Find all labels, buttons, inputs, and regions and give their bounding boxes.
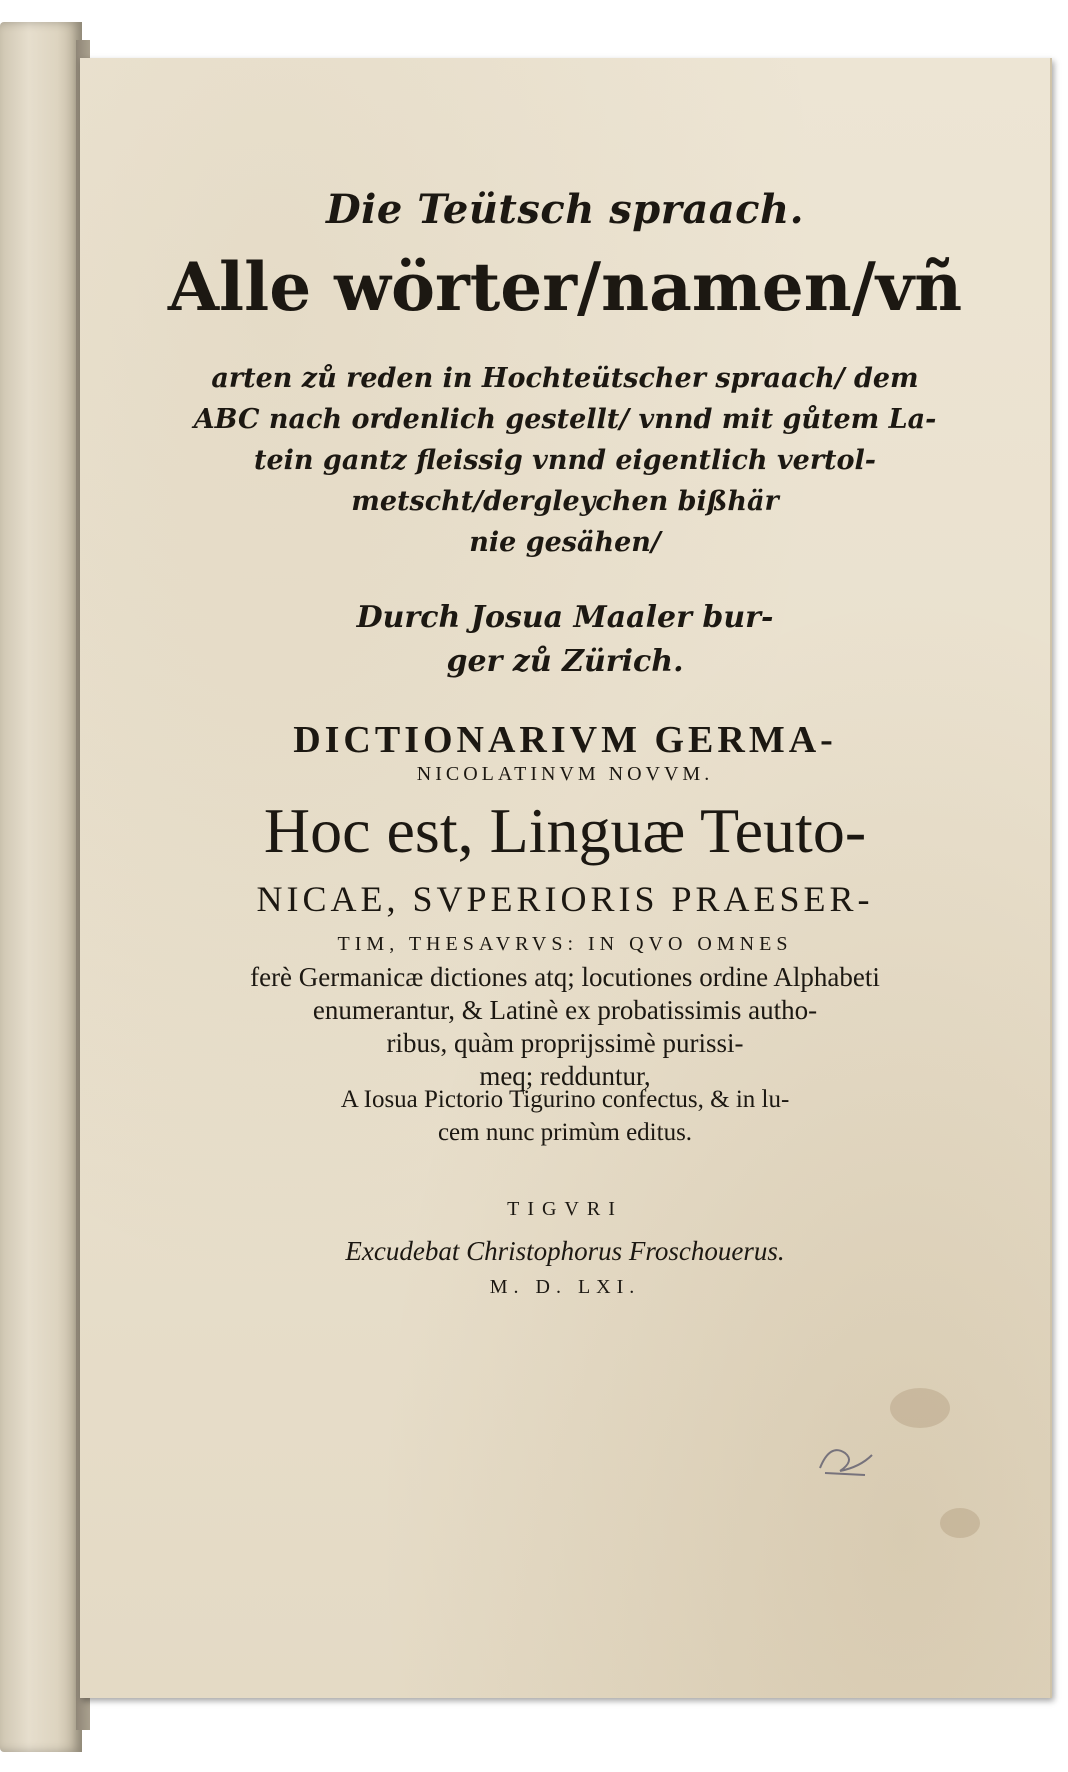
latin-subtitle: NICOLATINVM NOVVM. [416,763,714,785]
latin-description-line: enumerantur, & Latinè ex probatissimis autho- [312,995,818,1025]
imprint-printer: Excudebat Christophorus Froschouerus. [345,1236,785,1266]
german-author-line: ger zů Zürich. [446,644,684,679]
latin-description-line: ferè Germanicæ dictiones atq; locutiones ordine Alphabeti [250,962,880,992]
german-author-line: Durch Josua Maaler bur- [356,600,774,635]
hoc-est-heading: Hoc est, Linguæ Teuto- [263,795,867,866]
german-title-small: Die Teütsch spraach. [325,186,805,233]
title-page-content [80,58,1050,1698]
latin-author-line: cem nunc primùm editus. [437,1119,693,1146]
title-page [80,58,1052,1698]
latin-description-line: meq; redduntur, [479,1061,651,1091]
latin-description [80,928,1050,1093]
latin-author [80,1083,1050,1149]
book-binding [0,22,82,1752]
latin-title: DICTIONARIVM GERMA- [293,719,837,761]
manuscript-mark-icon [810,1433,880,1483]
nicae-line: NICAE, SVPERIORIS PRAESER- [256,879,874,919]
german-author [80,596,1050,684]
latin-description-line: ribus, quàm proprijssimè purissi- [386,1028,744,1058]
german-description-line: arten zů reden in Hochteütscher spraach/ dem [211,363,919,394]
imprint-year: M. D. LXI. [489,1276,641,1298]
latin-author-line: A Iosua Pictorio Tigurino confectus, & in lu- [340,1086,790,1113]
german-description-line: metscht/dergleychen bißhär [351,486,779,517]
german-title-large: Alle wörter/namen/vñ [167,248,963,326]
german-description [80,358,1050,563]
imprint-place: TIGVRI [507,1198,623,1220]
german-description-line: ABC nach ordenlich gestellt/ vnnd mit gůtem La- [193,404,937,435]
latin-caps-line: TIM, THESAVRVS: IN QVO OMNES [337,933,793,955]
german-description-line: tein gantz fleissig vnnd eigentlich vertol- [254,445,876,476]
german-description-line: nie gesähen/ [469,527,661,558]
